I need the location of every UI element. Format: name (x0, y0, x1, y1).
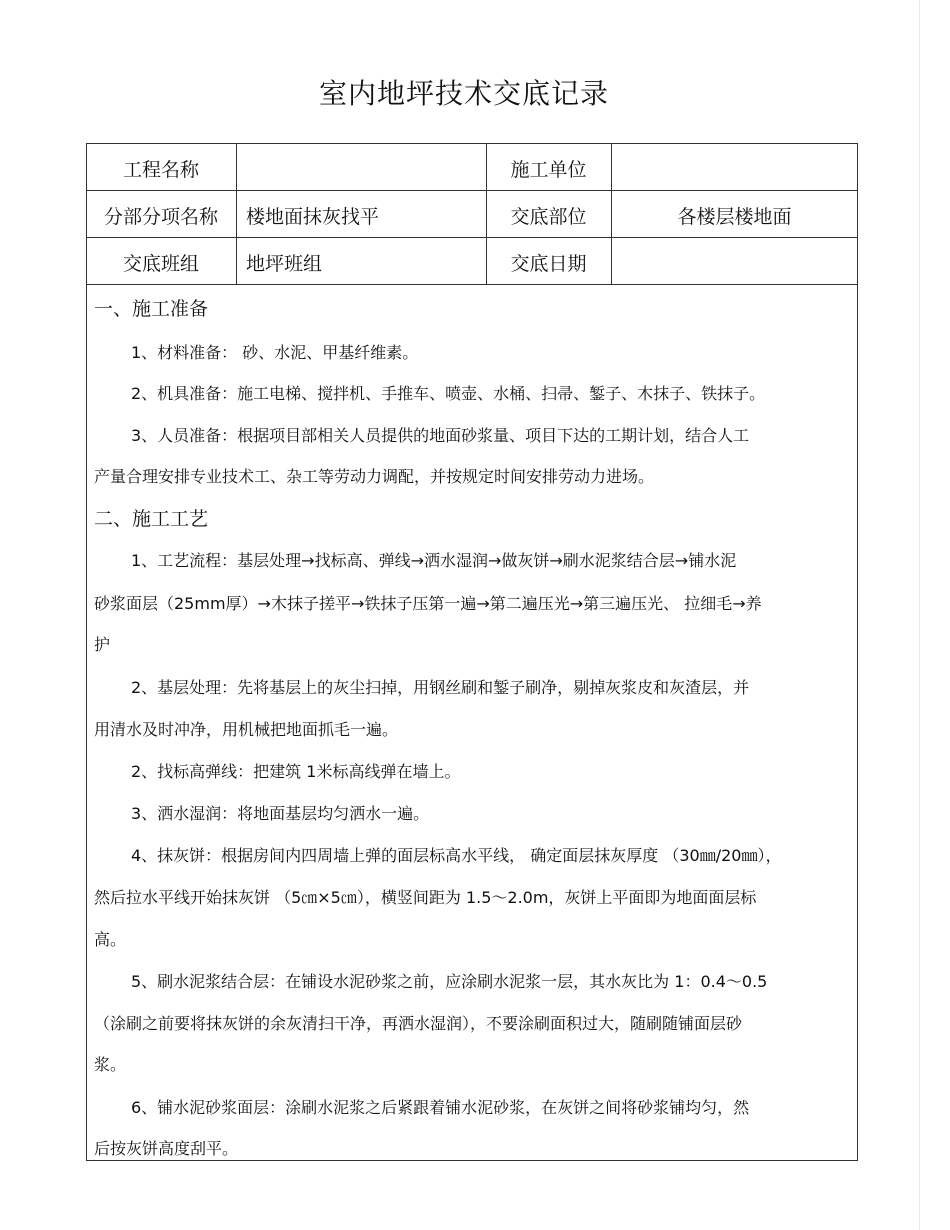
paragraph-line: 4、抹灰饼：根据房间内四周墙上弹的面层标高水平线， 确定面层抹灰厚度 （30㎜/20㎜）， (131, 846, 782, 865)
paragraph-line: 3、洒水湿润：将地面基层均匀洒水一遍。 (131, 804, 430, 823)
paragraph-line: 后按灰饼高度刮平。 (94, 1139, 239, 1158)
paragraph-line: 1、材料准备： 砂、水泥、甲基纤维素。 (131, 343, 419, 362)
paragraph-line: 6、铺水泥砂浆面层：涂刷水泥浆之后紧跟着铺水泥砂浆，在灰饼之间将砂浆铺均匀，然 (131, 1098, 750, 1117)
paragraph-line: 高。 (94, 930, 127, 949)
construction-unit-value (621, 147, 858, 192)
section-title: 一、施工准备 (94, 298, 209, 320)
paragraph-line: 用清水及时冲净，用机械把地面抓毛一遍。 (94, 720, 399, 739)
subitem-value: 楼地面抹灰找平 (246, 205, 380, 228)
paragraph-line: （涂刷之前要将抹灰饼的余灰清扫干净，再洒水湿润），不要涂刷面积过大，随刷随铺面层砂 (94, 1014, 743, 1033)
paragraph-line: 2、找标高弹线：把建筑 1米标高线弹在墙上。 (131, 762, 461, 781)
project-name-label: 工程名称 (122, 158, 199, 181)
paragraph-line: 砂浆面层（25mm厚）→木抹子搓平→铁抹子压第一遍→第二遍压光→第三遍压光、 拉细毛→养 (94, 594, 762, 613)
paragraph-line: 然后拉水平线开始抹灰饼 （5㎝×5㎝），横竖间距为 1.5～2.0m，灰饼上平面即为地面面层标 (94, 888, 757, 907)
subitem-label: 分部分项名称 (103, 205, 218, 228)
section-title: 二、施工工艺 (94, 508, 209, 530)
team-label: 交底班组 (122, 252, 199, 275)
team-value: 地坪班组 (246, 252, 323, 275)
location-value: 各楼层楼地面 (677, 205, 792, 228)
paragraph-line: 浆。 (94, 1055, 127, 1074)
date-value (621, 241, 858, 286)
table-divider (236, 143, 237, 284)
paragraph-line: 产量合理安排专业技术工、杂工等劳动力调配，并按规定时间安排劳动力进场。 (94, 467, 655, 486)
paragraph-line: 1、工艺流程：基层处理→找标高、弹线→洒水湿润→做灰饼→刷水泥浆结合层→铺水泥 (131, 551, 737, 570)
date-label: 交底日期 (510, 252, 587, 275)
project-name-value (246, 147, 486, 192)
page-edge-line (919, 0, 920, 1230)
record-table (86, 143, 858, 1161)
construction-unit-label: 施工单位 (510, 158, 587, 181)
paragraph-line: 5、刷水泥浆结合层：在铺设水泥砂浆之前，应涂刷水泥浆一层，其水灰比为 1：0.4～0.5 (131, 972, 768, 991)
paragraph-line: 护 (94, 635, 111, 654)
paragraph-line: 3、人员准备：根据项目部相关人员提供的地面砂浆量、项目下达的工期计划，结合人工 (131, 426, 750, 445)
paragraph-line: 2、基层处理：先将基层上的灰尘扫掉，用钢丝刷和錾子刷净，剔掉灰浆皮和灰渣层，并 (131, 678, 750, 697)
location-label: 交底部位 (510, 205, 587, 228)
page-title: 室内地坪技术交底记录 (318, 77, 609, 110)
paragraph-line: 2、机具准备：施工电梯、搅拌机、手推车、喷壶、水桶、扫帚、錾子、木抹子、铁抹子。 (131, 384, 766, 403)
